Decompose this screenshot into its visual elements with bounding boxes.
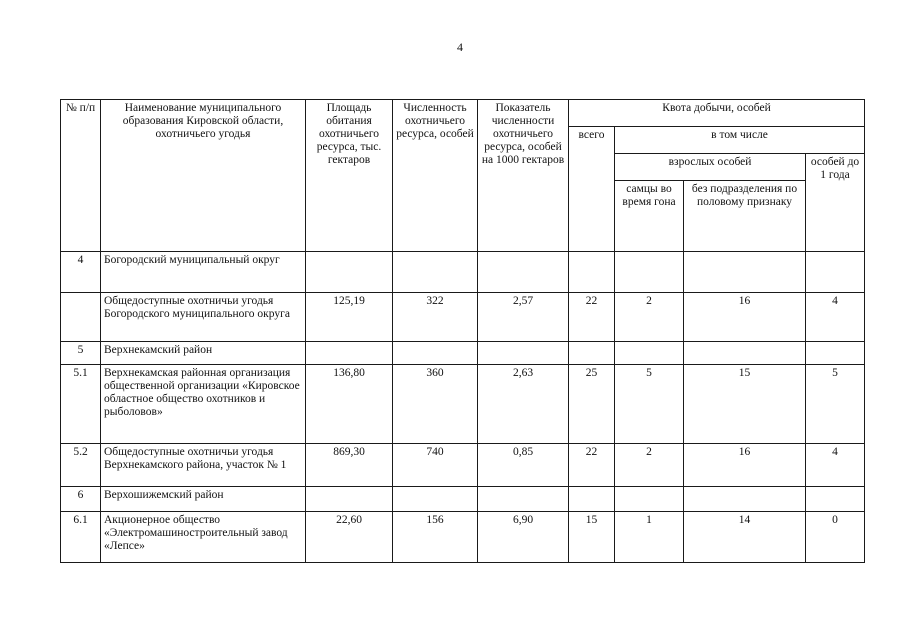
cell-nodiv: 16 [684,444,806,487]
cell-indicator: 0,85 [478,444,569,487]
quota-table [60,99,865,563]
cell-population: 740 [393,444,478,487]
header-population: Численность охотничьего ресурса, особей [393,100,478,252]
cell-area: 22,60 [306,512,393,563]
header-total: всего [569,127,615,252]
cell-males [615,252,684,293]
table-row [61,512,865,563]
cell-area: 869,30 [306,444,393,487]
header-row [61,100,865,127]
cell-num: 5 [61,342,101,365]
cell-under1: 0 [806,512,865,563]
cell-under1 [806,487,865,512]
cell-num [61,293,101,342]
header-quota: Квота добычи, особей [569,100,865,127]
cell-indicator: 2,57 [478,293,569,342]
cell-name: Акционерное общество «Электромашиностроительный завод «Лепсе» [101,512,306,563]
cell-total [569,342,615,365]
table-row [61,444,865,487]
header-area: Площадь обитания охотничьего ресурса, тыс. гектаров [306,100,393,252]
header-adults: взрослых особей [615,154,806,181]
cell-name: Верхнекамский район [101,342,306,365]
cell-under1 [806,342,865,365]
cell-nodiv [684,252,806,293]
cell-nodiv [684,487,806,512]
header-no-division: без подразделения по половому признаку [684,181,806,252]
cell-num: 4 [61,252,101,293]
cell-population [393,252,478,293]
cell-total: 25 [569,365,615,444]
header-name: Наименование муниципального образования Кировской области, охотничьего угодья [101,100,306,252]
cell-area [306,252,393,293]
cell-males [615,487,684,512]
header-indicator: Показатель численности охотничьего ресурса, особей на 1000 гектаров [478,100,569,252]
header-under1: особей до 1 года [806,154,865,252]
cell-area: 136,80 [306,365,393,444]
cell-males: 2 [615,293,684,342]
cell-population: 156 [393,512,478,563]
page-number: 4 [457,40,463,54]
cell-total: 22 [569,444,615,487]
cell-indicator: 6,90 [478,512,569,563]
cell-population [393,342,478,365]
cell-indicator [478,487,569,512]
cell-nodiv: 14 [684,512,806,563]
cell-name: Верхошижемский район [101,487,306,512]
cell-males: 5 [615,365,684,444]
cell-under1 [806,252,865,293]
cell-num: 5.2 [61,444,101,487]
cell-nodiv: 16 [684,293,806,342]
table-row [61,252,865,293]
cell-area [306,342,393,365]
table-row [61,342,865,365]
table-row [61,487,865,512]
cell-total [569,252,615,293]
cell-population: 360 [393,365,478,444]
cell-total: 22 [569,293,615,342]
cell-name: Общедоступные охотничьи угодья Верхнекамского района, участок № 1 [101,444,306,487]
cell-total [569,487,615,512]
cell-num: 5.1 [61,365,101,444]
cell-area [306,487,393,512]
cell-name: Богородский муниципальный округ [101,252,306,293]
cell-population [393,487,478,512]
cell-males [615,342,684,365]
cell-indicator [478,252,569,293]
cell-name: Верхнекамская районная организация общественной организации «Кировское областное общество охотников и рыболовов» [101,365,306,444]
cell-males: 2 [615,444,684,487]
cell-under1: 4 [806,444,865,487]
cell-num: 6.1 [61,512,101,563]
cell-under1: 4 [806,293,865,342]
table-row [61,293,865,342]
header-including: в том числе [615,127,865,154]
table-row [61,365,865,444]
cell-indicator: 2,63 [478,365,569,444]
header-num: № п/п [61,100,101,252]
cell-population: 322 [393,293,478,342]
cell-num: 6 [61,487,101,512]
cell-nodiv: 15 [684,365,806,444]
header-males-rut: самцы во время гона [615,181,684,252]
cell-indicator [478,342,569,365]
cell-under1: 5 [806,365,865,444]
cell-nodiv [684,342,806,365]
cell-total: 15 [569,512,615,563]
cell-area: 125,19 [306,293,393,342]
cell-name: Общедоступные охотничьи угодья Богородского муниципального округа [101,293,306,342]
cell-males: 1 [615,512,684,563]
